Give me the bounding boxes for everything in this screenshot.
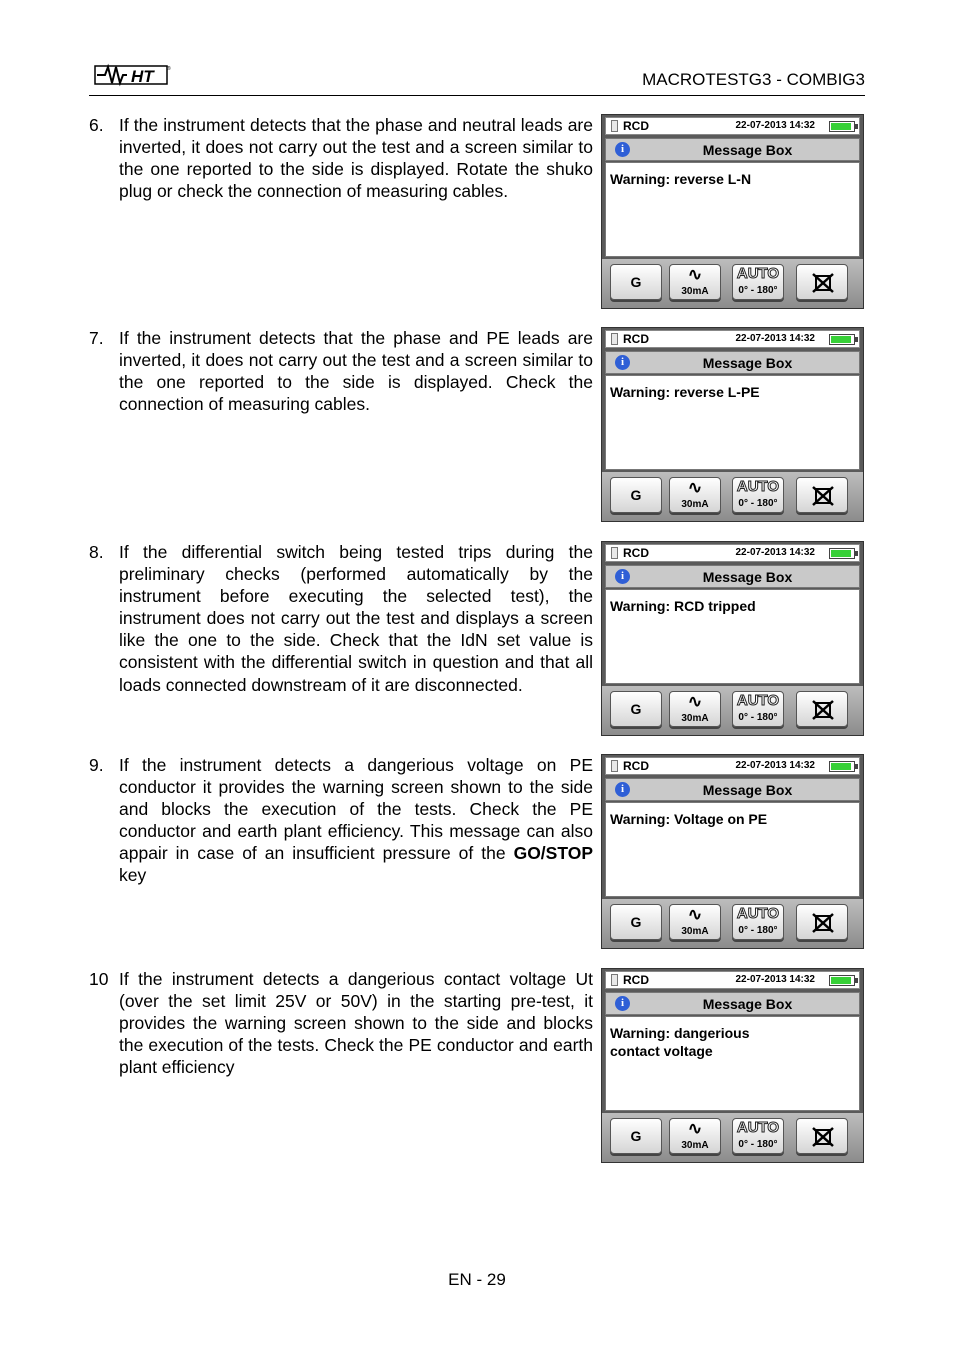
rcd-icon xyxy=(611,547,618,559)
svg-text:HT: HT xyxy=(131,67,154,86)
auto-key[interactable]: AUTO 0° - 180° xyxy=(732,477,784,513)
screen-keys xyxy=(602,1113,863,1162)
message-box-title: Message Box xyxy=(702,142,793,158)
page-number: EN - 29 xyxy=(448,1270,506,1289)
message-body xyxy=(605,162,860,257)
sine-wave-icon: ∿ xyxy=(687,905,703,924)
step-number: 6. xyxy=(89,115,104,135)
current-key[interactable]: ∿ 30mA xyxy=(669,477,721,513)
screen-mode: RCD xyxy=(623,759,649,773)
battery-icon xyxy=(829,334,855,345)
step-description: If the instrument detects a dangerious voltage on PE conductor it provides the warning screen shown to the side and blocks the execution of the tests. Check the PE conductor and earth plant efficiency. This message can also appair in case of an insufficient pressure of the GO/STOP key xyxy=(119,755,593,886)
screen-mode: RCD xyxy=(623,973,649,987)
message-box-bar xyxy=(605,138,860,161)
ht-logo-icon xyxy=(93,62,173,88)
screen-mode: RCD xyxy=(623,119,649,133)
info-icon: i xyxy=(615,142,630,157)
g-key[interactable]: G xyxy=(610,477,662,513)
screen-status-bar xyxy=(605,757,860,775)
message-body xyxy=(605,1016,860,1111)
current-key[interactable]: ∿ 30mA xyxy=(669,904,721,940)
screen-datetime: 22-07-2013 14:32 xyxy=(735,547,815,558)
g-key[interactable]: G xyxy=(610,264,662,300)
no-save-icon xyxy=(812,1127,834,1147)
sine-wave-icon: ∿ xyxy=(687,692,703,711)
battery-icon xyxy=(829,761,855,772)
screen-datetime: 22-07-2013 14:32 xyxy=(735,760,815,771)
step-description: If the differential switch being tested trips during the preliminary checks (performed automatically by the instrument before executing the selected test), the instrument does not carry out the test and displays a screen like the one to the side. Check that the IdN set value is consistent with the differential switch in question and that all loads connected downstream of it are disconnected. xyxy=(119,542,593,695)
message-box-bar xyxy=(605,565,860,588)
screen-datetime: 22-07-2013 14:32 xyxy=(735,333,815,344)
instrument-screen xyxy=(601,968,864,1163)
info-icon: i xyxy=(615,782,630,797)
document-title: MACROTESTG3 - COMBIG3 xyxy=(642,70,865,89)
instrument-screen xyxy=(601,327,864,522)
instrument-screen xyxy=(601,114,864,309)
message-body xyxy=(605,375,860,470)
step-number: 8. xyxy=(89,542,104,562)
no-save-key[interactable] xyxy=(796,691,848,727)
warning-text: Warning: RCD tripped xyxy=(610,598,756,614)
message-box-bar xyxy=(605,351,860,374)
screen-keys xyxy=(602,472,863,521)
no-save-icon xyxy=(812,486,834,506)
g-key[interactable]: G xyxy=(610,1118,662,1154)
rcd-icon xyxy=(611,333,618,345)
step-description: If the instrument detects that the phase and neutral leads are inverted, it does not carry out the test and a screen similar to the one reported to the side is displayed. Rotate the shuko plug or check the connection of measuring cables. xyxy=(119,115,593,202)
no-save-key[interactable] xyxy=(796,477,848,513)
sine-wave-icon: ∿ xyxy=(687,1119,703,1138)
message-box-title: Message Box xyxy=(702,996,793,1012)
auto-key[interactable]: AUTO 0° - 180° xyxy=(732,691,784,727)
battery-icon xyxy=(829,121,855,132)
screen-status-bar xyxy=(605,544,860,562)
rcd-icon xyxy=(611,120,618,132)
info-icon: i xyxy=(615,996,630,1011)
screen-mode: RCD xyxy=(623,332,649,346)
g-key[interactable]: G xyxy=(610,904,662,940)
step-description: If the instrument detects a dangerious contact voltage Ut (over the set limit 25V or 50V) in the starting pre-test, it provides the warning screen shown to the side and blocks the execution of the tests. Check the PE conductor and earth plant efficiency xyxy=(119,969,593,1078)
current-key[interactable]: ∿ 30mA xyxy=(669,1118,721,1154)
step-description: If the instrument detects that the phase and PE leads are inverted, it does not carry out the test and a screen similar to the one reported to the side is displayed. Check the connection of measuring cables. xyxy=(119,328,593,415)
screen-keys xyxy=(602,899,863,948)
no-save-icon xyxy=(812,273,834,293)
instrument-screen xyxy=(601,541,864,736)
warning-text: Warning: Voltage on PE xyxy=(610,811,768,827)
screen-status-bar xyxy=(605,330,860,348)
message-body xyxy=(605,589,860,684)
step-number: 7. xyxy=(89,328,104,348)
message-box-title: Message Box xyxy=(702,355,793,371)
battery-icon xyxy=(829,975,855,986)
current-key[interactable]: ∿ 30mA xyxy=(669,691,721,727)
message-body xyxy=(605,802,860,897)
screen-datetime: 22-07-2013 14:32 xyxy=(735,120,815,131)
message-box-title: Message Box xyxy=(702,782,793,798)
auto-key[interactable]: AUTO 0° - 180° xyxy=(732,264,784,300)
screen-status-bar xyxy=(605,971,860,989)
info-icon: i xyxy=(615,355,630,370)
g-key[interactable]: G xyxy=(610,691,662,727)
rcd-icon xyxy=(611,974,618,986)
warning-text: Warning: dangerious contact voltage xyxy=(610,1025,750,1059)
no-save-key[interactable] xyxy=(796,904,848,940)
screen-status-bar xyxy=(605,117,860,135)
message-box-bar xyxy=(605,778,860,801)
step-number: 9. xyxy=(89,755,104,775)
no-save-icon xyxy=(812,913,834,933)
screen-datetime: 22-07-2013 14:32 xyxy=(735,974,815,985)
info-icon: i xyxy=(615,569,630,584)
screen-keys xyxy=(602,259,863,308)
auto-key[interactable]: AUTO 0° - 180° xyxy=(732,1118,784,1154)
warning-text: Warning: reverse L-N xyxy=(610,171,752,187)
warning-text: Warning: reverse L-PE xyxy=(610,384,760,400)
message-box-bar xyxy=(605,992,860,1015)
current-key[interactable]: ∿ 30mA xyxy=(669,264,721,300)
go-stop-key-label: GO/STOP xyxy=(513,843,593,864)
no-save-key[interactable] xyxy=(796,1118,848,1154)
screen-keys xyxy=(602,686,863,735)
rcd-icon xyxy=(611,760,618,772)
no-save-key[interactable] xyxy=(796,264,848,300)
sine-wave-icon: ∿ xyxy=(687,478,703,497)
step-number: 10 xyxy=(89,969,109,989)
page-header xyxy=(89,60,865,96)
sine-wave-icon: ∿ xyxy=(687,265,703,284)
no-save-icon xyxy=(812,700,834,720)
svg-text:®: ® xyxy=(167,66,171,72)
auto-key[interactable]: AUTO 0° - 180° xyxy=(732,904,784,940)
instrument-screen xyxy=(601,754,864,949)
battery-icon xyxy=(829,548,855,559)
message-box-title: Message Box xyxy=(702,569,793,585)
screen-mode: RCD xyxy=(623,546,649,560)
